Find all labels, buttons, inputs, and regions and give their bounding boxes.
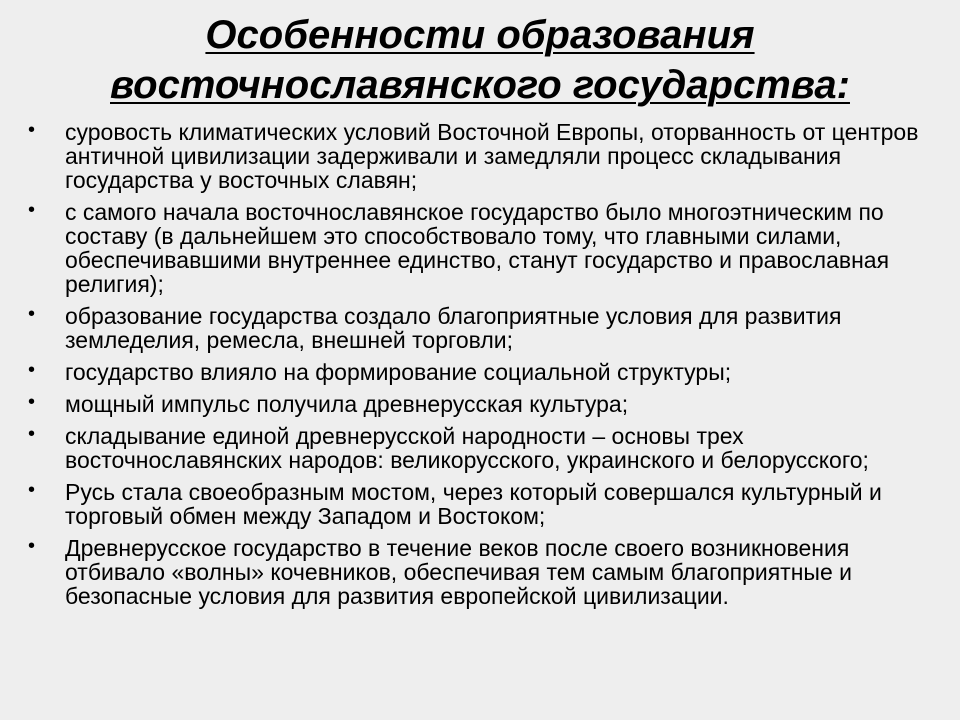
bullet-item-4 <box>24 360 934 384</box>
bullet-text: государство влияло на формирование социальной структуры; <box>65 359 732 385</box>
bullet-marker: • <box>28 303 36 325</box>
slide-title-line-2: восточнославянского государства: <box>110 63 850 107</box>
bullet-item-2 <box>24 200 934 296</box>
bullet-marker: • <box>28 423 36 445</box>
bullet-marker: • <box>28 199 36 221</box>
bullet-item-1 <box>24 120 934 192</box>
bullet-marker: • <box>28 479 36 501</box>
bullet-text: складывание единой древнерусской народности – основы трех восточнославянских народов: великорусского, украинского и белорусского; <box>65 423 869 473</box>
slide-title <box>40 10 920 110</box>
bullet-marker: • <box>28 391 36 413</box>
bullet-item-7 <box>24 480 934 528</box>
bullet-item-3 <box>24 304 934 352</box>
bullet-text: Древнерусское государство в течение веков после своего возникновения отбивало «волны» кочевников, обеспечивая тем самым благоприятные и безопасные условия для развития европейской цивилизации. <box>65 535 852 609</box>
bullet-text: суровость климатических условий Восточной Европы, оторванность от центров античной цивилизации задерживали и замедляли процесс складывания государства у восточных славян; <box>65 119 919 193</box>
bullet-text: с самого начала восточнославянское государство было многоэтническим по составу (в дальнейшем это способствовало тому, что главными силами, обеспечивавшими внутреннее единство, станут государство и православная религия); <box>65 199 890 297</box>
bullet-item-6 <box>24 424 934 472</box>
bullet-text: мощный импульс получила древнерусская культура; <box>65 391 629 417</box>
bullet-text: образование государства создало благоприятные условия для развития земледелия, ремесла, внешней торговли; <box>65 303 842 353</box>
bullet-item-8 <box>24 536 934 608</box>
bullet-marker: • <box>28 535 36 557</box>
bullet-item-5 <box>24 392 934 416</box>
bullet-text: Русь стала своеобразным мостом, через который совершался культурный и торговый обмен между Западом и Востоком; <box>65 479 882 529</box>
bullet-marker: • <box>28 359 36 381</box>
bullet-list <box>24 120 934 616</box>
slide-title-line-1: Особенности образования <box>205 13 755 57</box>
bullet-marker: • <box>28 119 36 141</box>
